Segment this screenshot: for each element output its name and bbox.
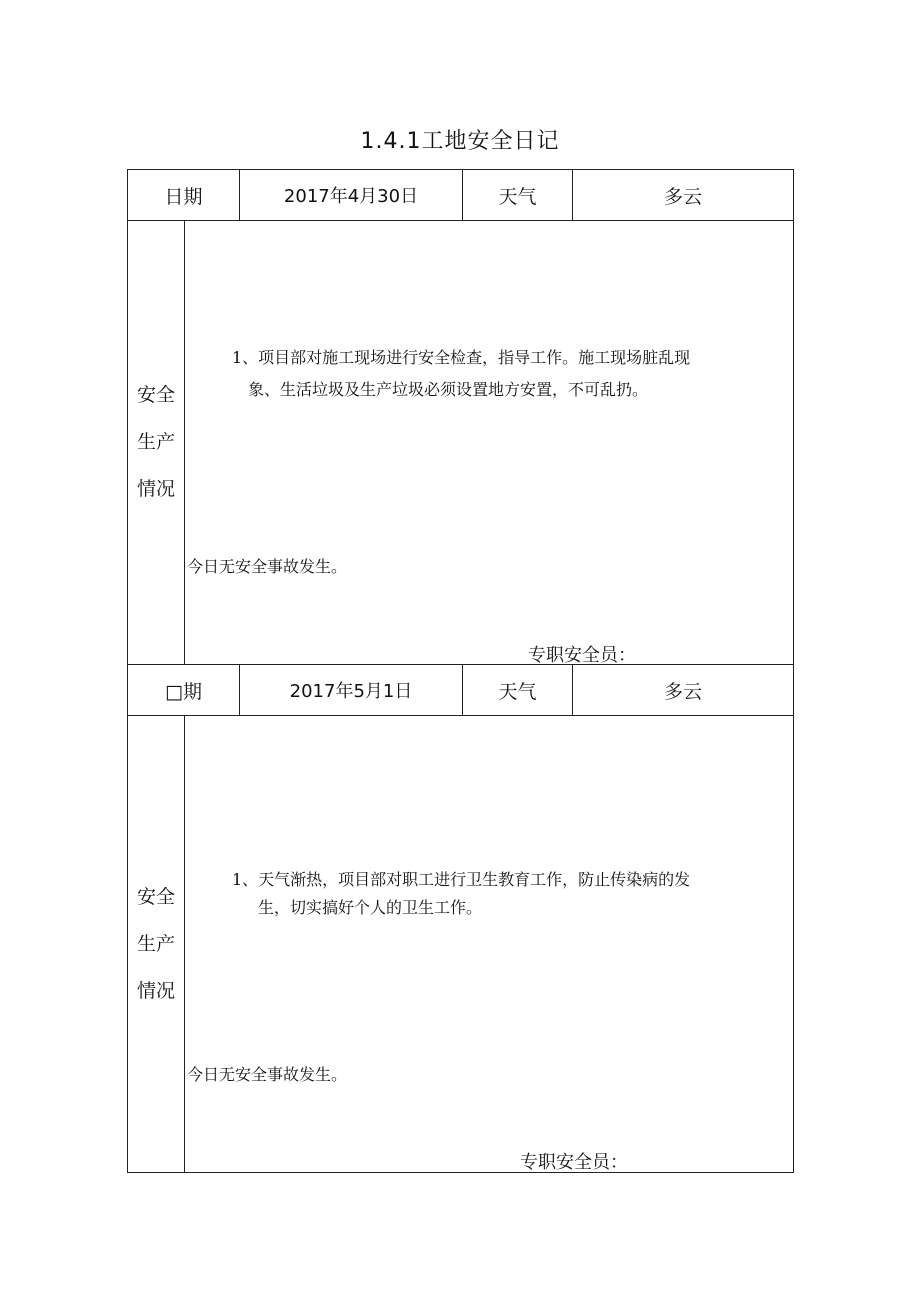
incident-note: 今日无安全事故发生。 [187,557,348,576]
entry-body-row [128,716,794,1173]
weather-label: 天气 [463,665,573,716]
incident-note: 今日无安全事故发生。 [187,1065,348,1084]
section-label-line: 情况 [136,478,175,500]
safety-officer-signature: 专职安全员： [528,645,636,666]
section-label-line: 安全 [136,384,175,406]
diary-entry-1 [127,169,794,665]
entry-header-row [128,665,794,716]
section-label [128,221,185,665]
entry-content [185,221,794,665]
entry-header-row [128,170,794,221]
safety-officer-signature: 专职安全员： [520,1152,628,1173]
entry-content [185,716,794,1173]
date-value: 2017年5月1日 [240,665,463,716]
diary-entry-2 [127,664,794,1173]
weather-value: 多云 [573,665,794,716]
item-line: 1、项目部对施工现场进行安全检查，指导工作。施工现场脏乱现 [232,348,691,367]
date-value: 2017年4月30日 [240,170,463,221]
page-title: 1.4.1工地安全日记 [360,129,560,154]
section-label-line: 安全 [136,885,175,908]
date-label: 日期 [128,170,240,221]
section-label-line: 生产 [136,932,175,955]
item-line: 1、天气渐热，项目部对职工进行卫生教育工作，防止传染病的发 [232,870,691,889]
weather-value: 多云 [573,170,794,221]
weather-label: 天气 [463,170,573,221]
section-label [128,716,185,1173]
entry-body-row [128,221,794,665]
date-label: □期 [128,665,240,716]
item-line: 象、生活垃圾及生产垃圾必须设置地方安置，不可乱扔。 [248,380,649,399]
section-label-line: 情况 [136,979,175,1002]
item-line: 生，切实搞好个人的卫生工作。 [258,898,483,917]
section-label-line: 生产 [136,431,175,453]
